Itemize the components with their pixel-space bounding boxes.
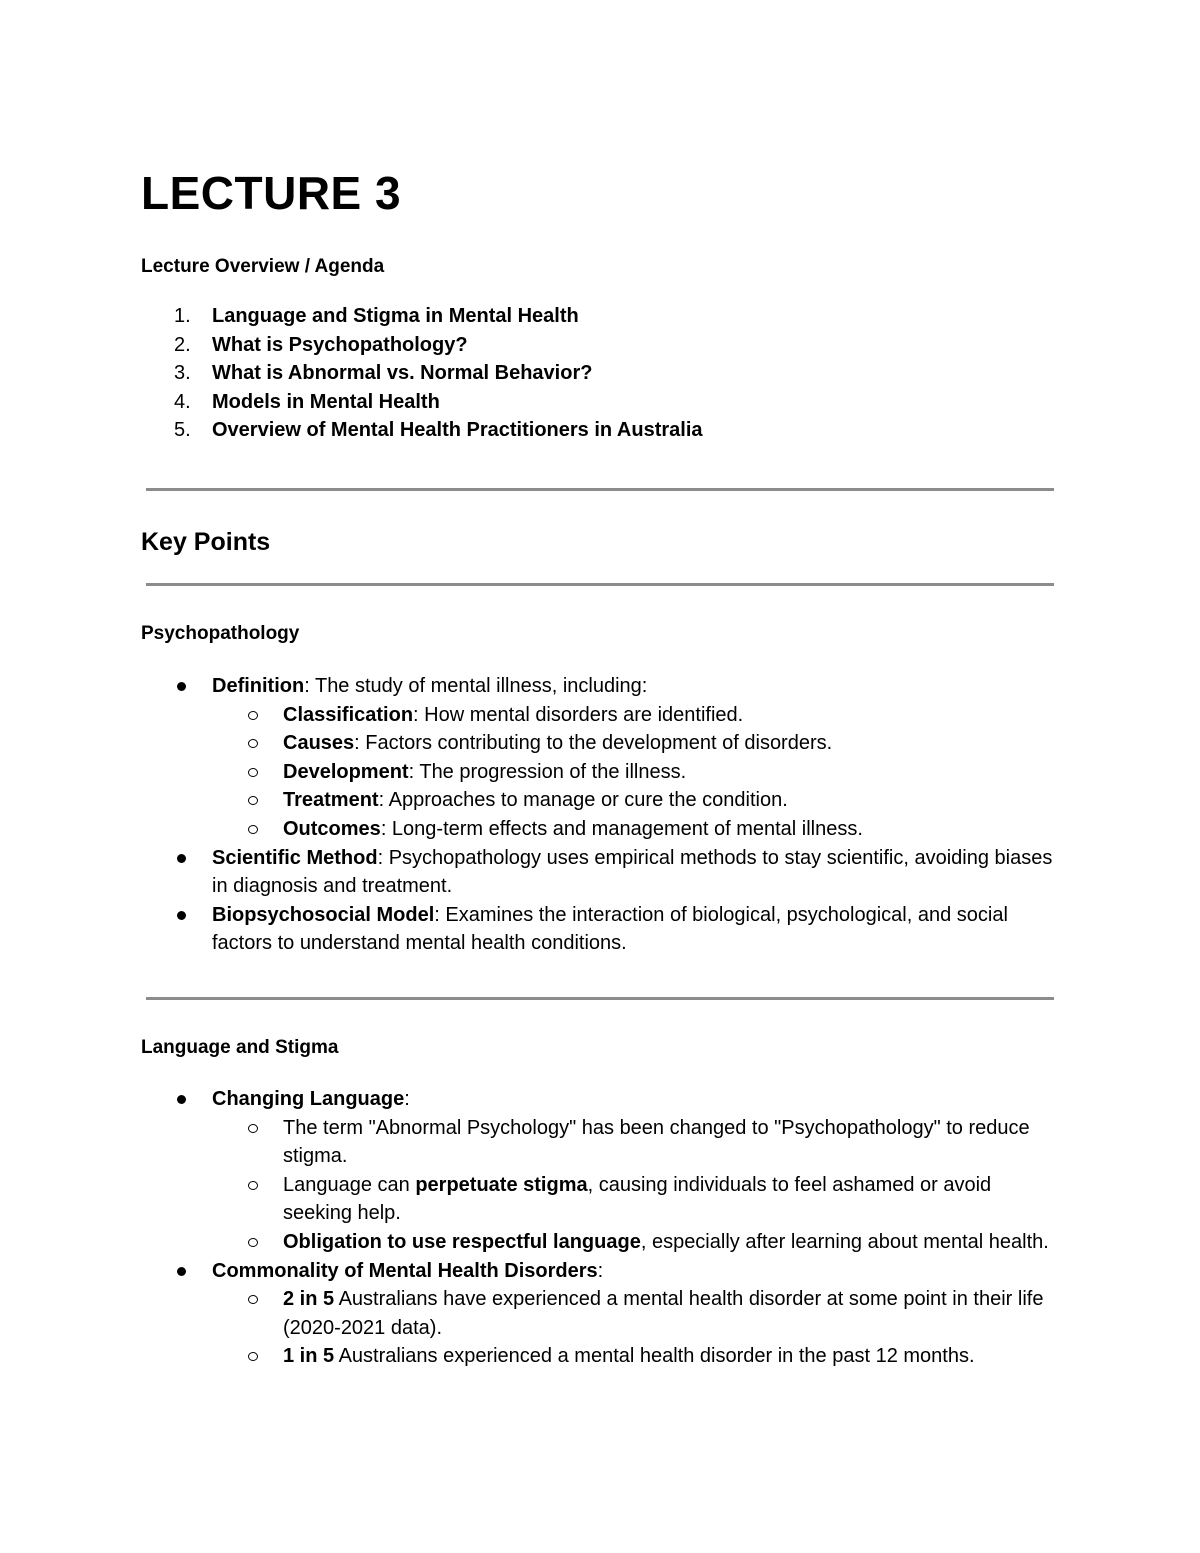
- description: : How mental disorders are identified.: [413, 703, 744, 726]
- description: Language can: [283, 1173, 416, 1196]
- agenda-number: 1.: [174, 305, 191, 327]
- term: perpetuate stigma: [415, 1173, 588, 1196]
- agenda-text: What is Psychopathology?: [212, 333, 468, 356]
- agenda-number: 3.: [174, 362, 191, 385]
- description: , especially after learning about mental health.: [640, 1230, 1049, 1253]
- term: 1 in 5: [283, 1345, 335, 1368]
- description: Australians experienced a mental health disorder in the past 12 months.: [334, 1345, 975, 1368]
- bullet-disc-icon: [177, 1095, 186, 1104]
- list-item: [0, 901, 1200, 958]
- term: Definition: [212, 675, 305, 697]
- agenda-number: 2.: [174, 333, 191, 356]
- term: Outcomes: [283, 817, 381, 840]
- list-item: [0, 672, 1200, 701]
- term: Commonality of Mental Health Disorders: [212, 1259, 598, 1282]
- description: : Psychopathology uses empirical methods to stay scientific, avoiding biases in diagnosis and treatment.: [212, 846, 1053, 898]
- sub-list-item: [0, 1285, 1200, 1342]
- bullet-circle-icon: [248, 1238, 258, 1247]
- bullet-circle-icon: [248, 796, 258, 805]
- agenda-text: Language and Stigma in Mental Health: [212, 305, 579, 327]
- term: Development: [283, 760, 409, 783]
- horizontal-rule: [146, 583, 1054, 586]
- bullet-circle-icon: [248, 739, 258, 748]
- bullet-circle-icon: [248, 1352, 258, 1361]
- bullet-disc-icon: [177, 911, 186, 920]
- agenda-text: What is Abnormal vs. Normal Behavior?: [212, 362, 593, 385]
- bullet-circle-icon: [248, 711, 258, 720]
- horizontal-rule: [146, 997, 1054, 1000]
- bullet-disc-icon: [177, 1267, 186, 1276]
- psychopathology-heading: Psychopathology: [141, 623, 300, 644]
- sub-list-item: [0, 786, 1200, 815]
- bullet-disc-icon: [177, 854, 186, 863]
- description: Australians have experienced a mental health disorder at some point in their life (2020-2021 data).: [283, 1288, 1044, 1339]
- page-title: LECTURE 3: [141, 167, 402, 219]
- description: The term "Abnormal Psychology" has been changed to "Psychopathology" to reduce stigma.: [283, 1116, 1030, 1168]
- term: Classification: [283, 703, 414, 726]
- agenda-number: 4.: [174, 390, 191, 413]
- horizontal-rule: [146, 488, 1054, 491]
- description: : Long-term effects and management of mental illness.: [380, 817, 863, 840]
- sub-list-item: [0, 1114, 1200, 1171]
- sub-list-item: [0, 1228, 1200, 1257]
- language-stigma-heading: Language and Stigma: [141, 1037, 339, 1058]
- description: : The study of mental illness, including:: [304, 675, 648, 697]
- key-points-heading: Key Points: [141, 528, 271, 556]
- description: : Factors contributing to the development of disorders.: [354, 732, 833, 755]
- term: Scientific Method: [212, 846, 378, 869]
- description: :: [404, 1088, 410, 1110]
- agenda-text: Overview of Mental Health Practitioners in Australia: [212, 419, 703, 442]
- agenda-text: Models in Mental Health: [212, 390, 440, 413]
- sub-list-item: [0, 1171, 1200, 1228]
- bullet-disc-icon: [177, 682, 186, 691]
- list-item: [0, 1085, 1200, 1114]
- term: 2 in 5: [283, 1288, 335, 1311]
- term: Treatment: [283, 789, 379, 812]
- bullet-circle-icon: [248, 1124, 258, 1133]
- description: , causing individuals to feel ashamed or avoid seeking help.: [283, 1173, 992, 1225]
- description: : The progression of the illness.: [408, 760, 687, 783]
- sub-list-item: [0, 758, 1200, 787]
- description: : Approaches to manage or cure the condition.: [378, 789, 788, 812]
- list-item: [0, 1257, 1200, 1286]
- sub-list-item: [0, 815, 1200, 844]
- description: : Examines the interaction of biological, psychological, and social factors to understand mental health conditions.: [212, 903, 1008, 955]
- bullet-circle-icon: [248, 1181, 258, 1190]
- term: Changing Language: [212, 1088, 405, 1110]
- list-item: [0, 844, 1200, 901]
- sub-list-item: [0, 1342, 1200, 1371]
- agenda-heading: Lecture Overview / Agenda: [141, 256, 385, 277]
- agenda-number: 5.: [174, 419, 191, 442]
- term: Causes: [283, 732, 355, 755]
- sub-list-item: [0, 729, 1200, 758]
- bullet-circle-icon: [248, 1295, 258, 1304]
- sub-list-item: [0, 701, 1200, 730]
- bullet-circle-icon: [248, 825, 258, 834]
- term: Biopsychosocial Model: [212, 903, 435, 926]
- term: Obligation to use respectful language: [283, 1230, 641, 1253]
- bullet-circle-icon: [248, 768, 258, 777]
- language-stigma-list: [0, 1085, 1200, 1371]
- description: :: [597, 1259, 604, 1282]
- psychopathology-list: [0, 672, 1200, 958]
